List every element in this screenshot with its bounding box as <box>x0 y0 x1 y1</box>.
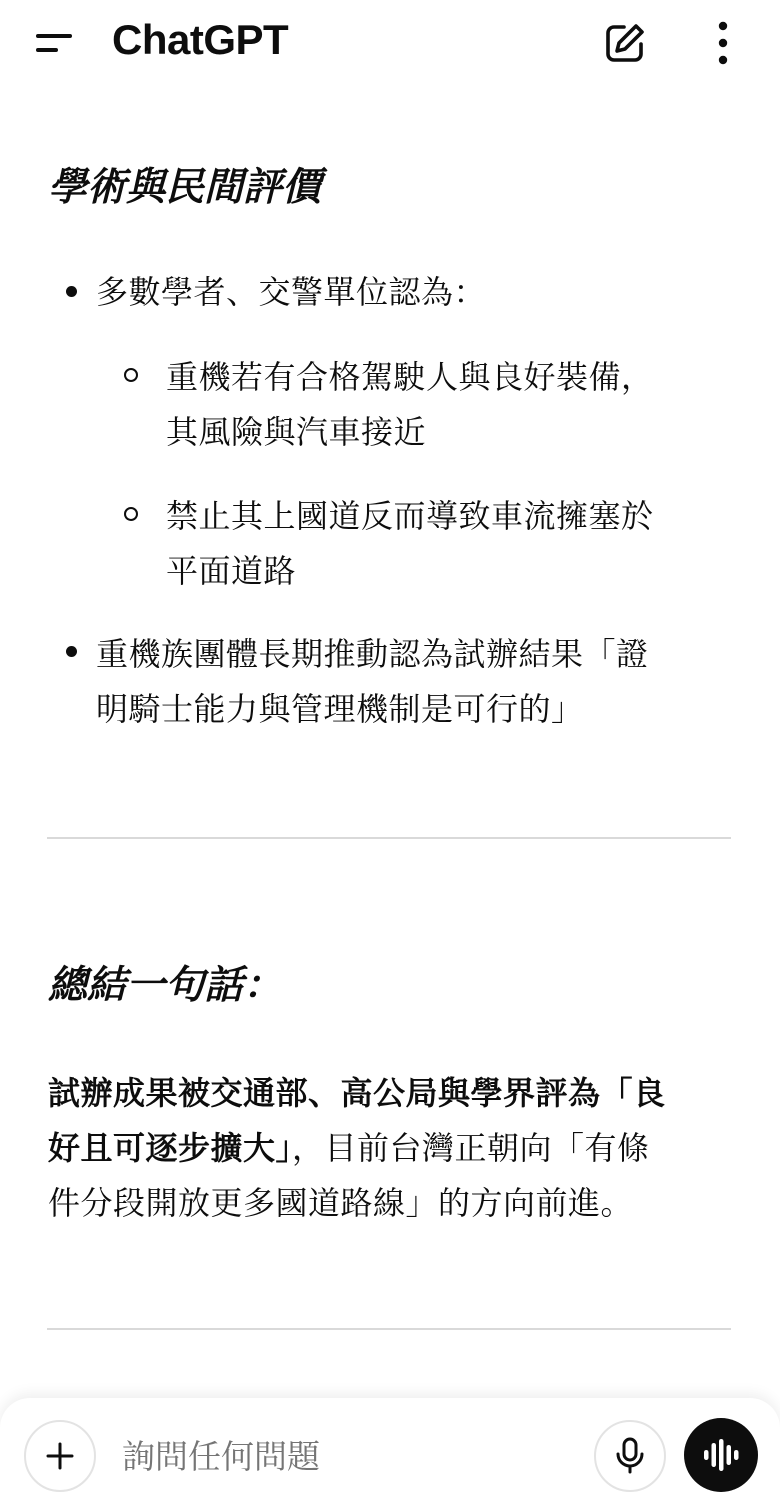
bullet-text: 多數學者、交警單位認為： <box>96 273 487 311</box>
sub-bullet-line: 其風險與汽車接近 <box>166 413 427 451</box>
sub-bullet-line: 禁止其上國道反而導致車流擁塞於 <box>166 497 654 535</box>
sub-bullet-marker <box>124 507 138 521</box>
summary-bold: 試辦成果被交通部、高公局與學界評為「良 <box>48 1074 666 1112</box>
summary-bold: 好且可逐步擴大」 <box>48 1129 293 1167</box>
sub-bullet-text <box>166 489 746 599</box>
voice-mode-button[interactable] <box>684 1418 758 1492</box>
more-options-button[interactable] <box>702 18 744 70</box>
summary-text: ，目前台灣正朝向「有條 <box>292 1129 650 1167</box>
add-attachment-button[interactable] <box>24 1420 96 1492</box>
assistant-message <box>0 88 780 1398</box>
plus-icon <box>45 1441 75 1471</box>
menu-icon <box>30 22 78 66</box>
app-title: ChatGPT <box>112 16 289 63</box>
summary-paragraph <box>48 1066 738 1231</box>
new-chat-button[interactable] <box>600 18 650 68</box>
prompt-input[interactable] <box>122 1432 562 1480</box>
bullet-marker <box>66 286 77 297</box>
section-heading: 總結一句話： <box>48 963 283 1008</box>
new-chat-icon <box>600 18 650 68</box>
composer-bar <box>0 1398 780 1504</box>
divider <box>47 837 731 839</box>
divider <box>47 1328 731 1330</box>
summary-line: 件分段開放更多國道路線」的方向前進。 <box>48 1184 634 1222</box>
dictate-button[interactable] <box>594 1420 666 1492</box>
top-bar <box>0 0 780 88</box>
section-heading: 學術與民間評價 <box>48 165 322 210</box>
microphone-icon <box>613 1437 647 1475</box>
bullet-line: 重機族團體長期推動認為試辦結果「證 <box>96 635 649 673</box>
bullet-marker <box>66 646 77 657</box>
sub-bullet-text <box>166 350 746 460</box>
sub-bullet-line: 平面道路 <box>166 552 297 590</box>
summary-line <box>48 1121 738 1176</box>
sub-bullet-marker <box>124 368 138 382</box>
bullet-text <box>96 627 746 737</box>
sub-bullet-line: 重機若有合格駕駛人與良好裝備， <box>166 358 654 396</box>
more-vertical-icon <box>702 18 744 70</box>
bullet-line: 明騎士能力與管理機制是可行的」 <box>96 690 584 728</box>
menu-button[interactable] <box>30 22 78 66</box>
summary-line <box>48 1066 738 1121</box>
voice-mode-icon <box>701 1438 741 1472</box>
